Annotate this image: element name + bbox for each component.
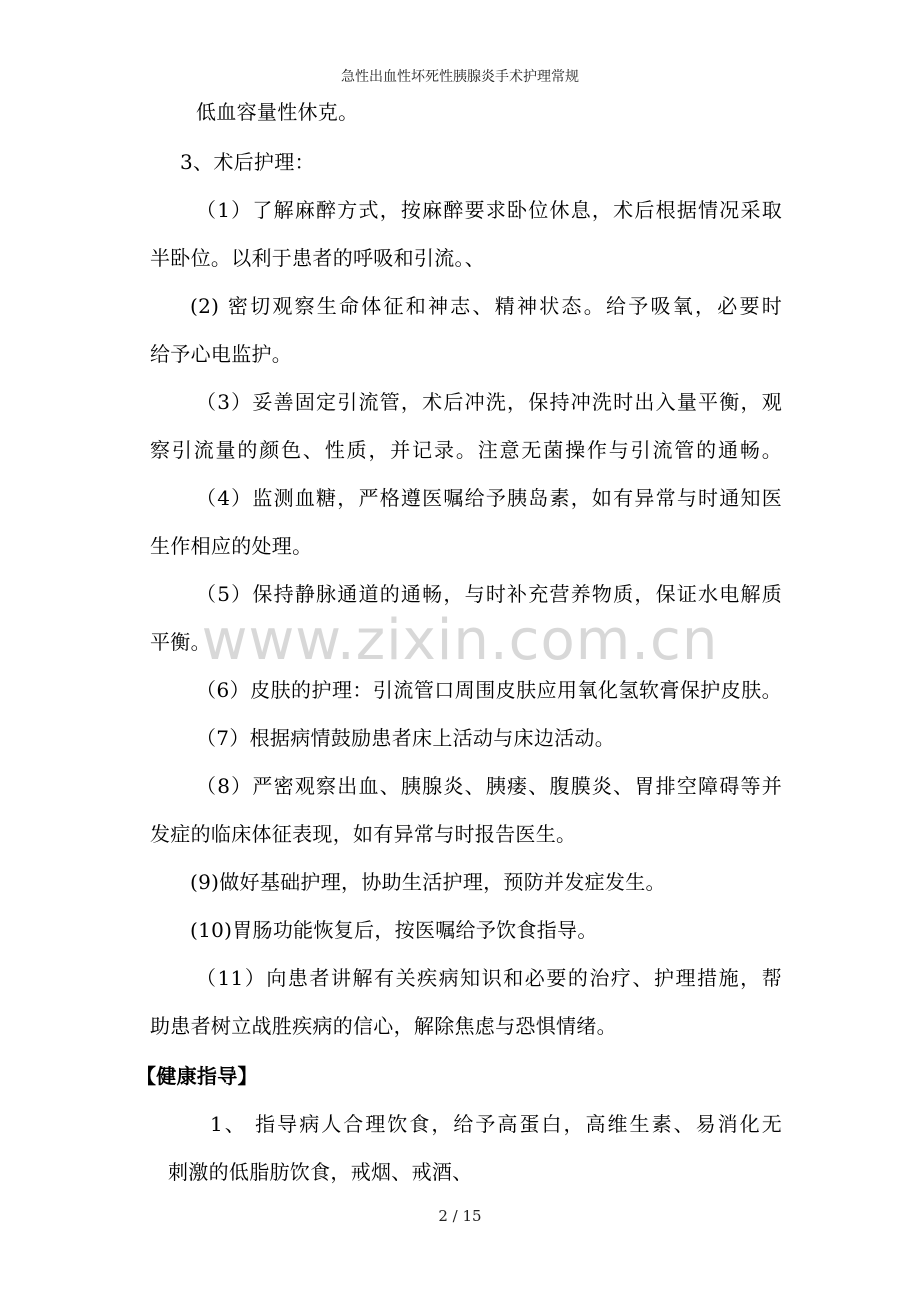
section-heading-health-guidance: 【健康指导】 — [136, 1064, 258, 1088]
text-line-12: 平衡。 — [150, 630, 211, 654]
text-line-21: 1、 指导病人合理饮食，给予高蛋白，高维生素、易消化无 — [210, 1112, 782, 1136]
text-line-13: （6）皮肤的护理：引流管口周围皮肤应用氧化氢软膏保护皮肤。 — [196, 678, 782, 702]
page-header-title: 急性出血性坏死性胰腺炎手术护理常规 — [341, 69, 579, 85]
section-postoperative-care: 3、术后护理： — [180, 150, 315, 174]
text-line-14: （7）根据病情鼓励患者床上活动与床边活动。 — [196, 726, 616, 750]
text-line-18: (10)胃肠功能恢复后，按医嘱给予饮食指导。 — [190, 918, 598, 942]
watermark-text: www.zixin.com.cn — [201, 608, 719, 673]
text-line-19: （11）向患者讲解有关疾病知识和必要的治疗、护理措施，帮 — [196, 966, 782, 990]
text-line-10: 生作相应的处理。 — [150, 534, 313, 558]
page-indicator: 2 / 15 — [438, 1207, 482, 1225]
text-line-16: 发症的临床体征表现，如有异常与时报告医生。 — [150, 822, 577, 846]
text-line-3: （1）了解麻醉方式，按麻醉要求卧位休息，术后根据情况采取 — [196, 198, 782, 222]
text-line-15: （8）严密观察出血、胰腺炎、胰瘘、腹膜炎、胃排空障碍等并 — [196, 774, 782, 798]
text-line-1: 低血容量性休克。 — [196, 100, 359, 124]
text-line-20: 助患者树立战胜疾病的信心，解除焦虑与恐惧情绪。 — [150, 1014, 617, 1038]
text-line-8: 察引流量的颜色、性质，并记录。注意无菌操作与引流管的通畅。 — [150, 438, 782, 462]
text-line-4: 半卧位。以利于患者的呼吸和引流。、 — [150, 246, 486, 270]
text-line-9: （4）监测血糖，严格遵医嘱给予胰岛素，如有异常与时通知医 — [196, 486, 782, 510]
text-line-7: （3）妥善固定引流管，术后冲洗，保持冲洗时出入量平衡，观 — [196, 390, 782, 414]
text-line-6: 给予心电监护。 — [150, 342, 293, 366]
text-line-17: (9)做好基础护理，协助生活护理，预防并发症发生。 — [190, 870, 666, 894]
text-line-11: （5）保持静脉通道的通畅，与时补充营养物质，保证水电解质 — [196, 582, 782, 606]
text-line-22: 刺激的低脂肪饮食，戒烟、戒酒、 — [168, 1160, 473, 1184]
text-line-5: (2) 密切观察生命体征和神志、精神状态。给予吸氧，必要时 — [190, 294, 782, 318]
